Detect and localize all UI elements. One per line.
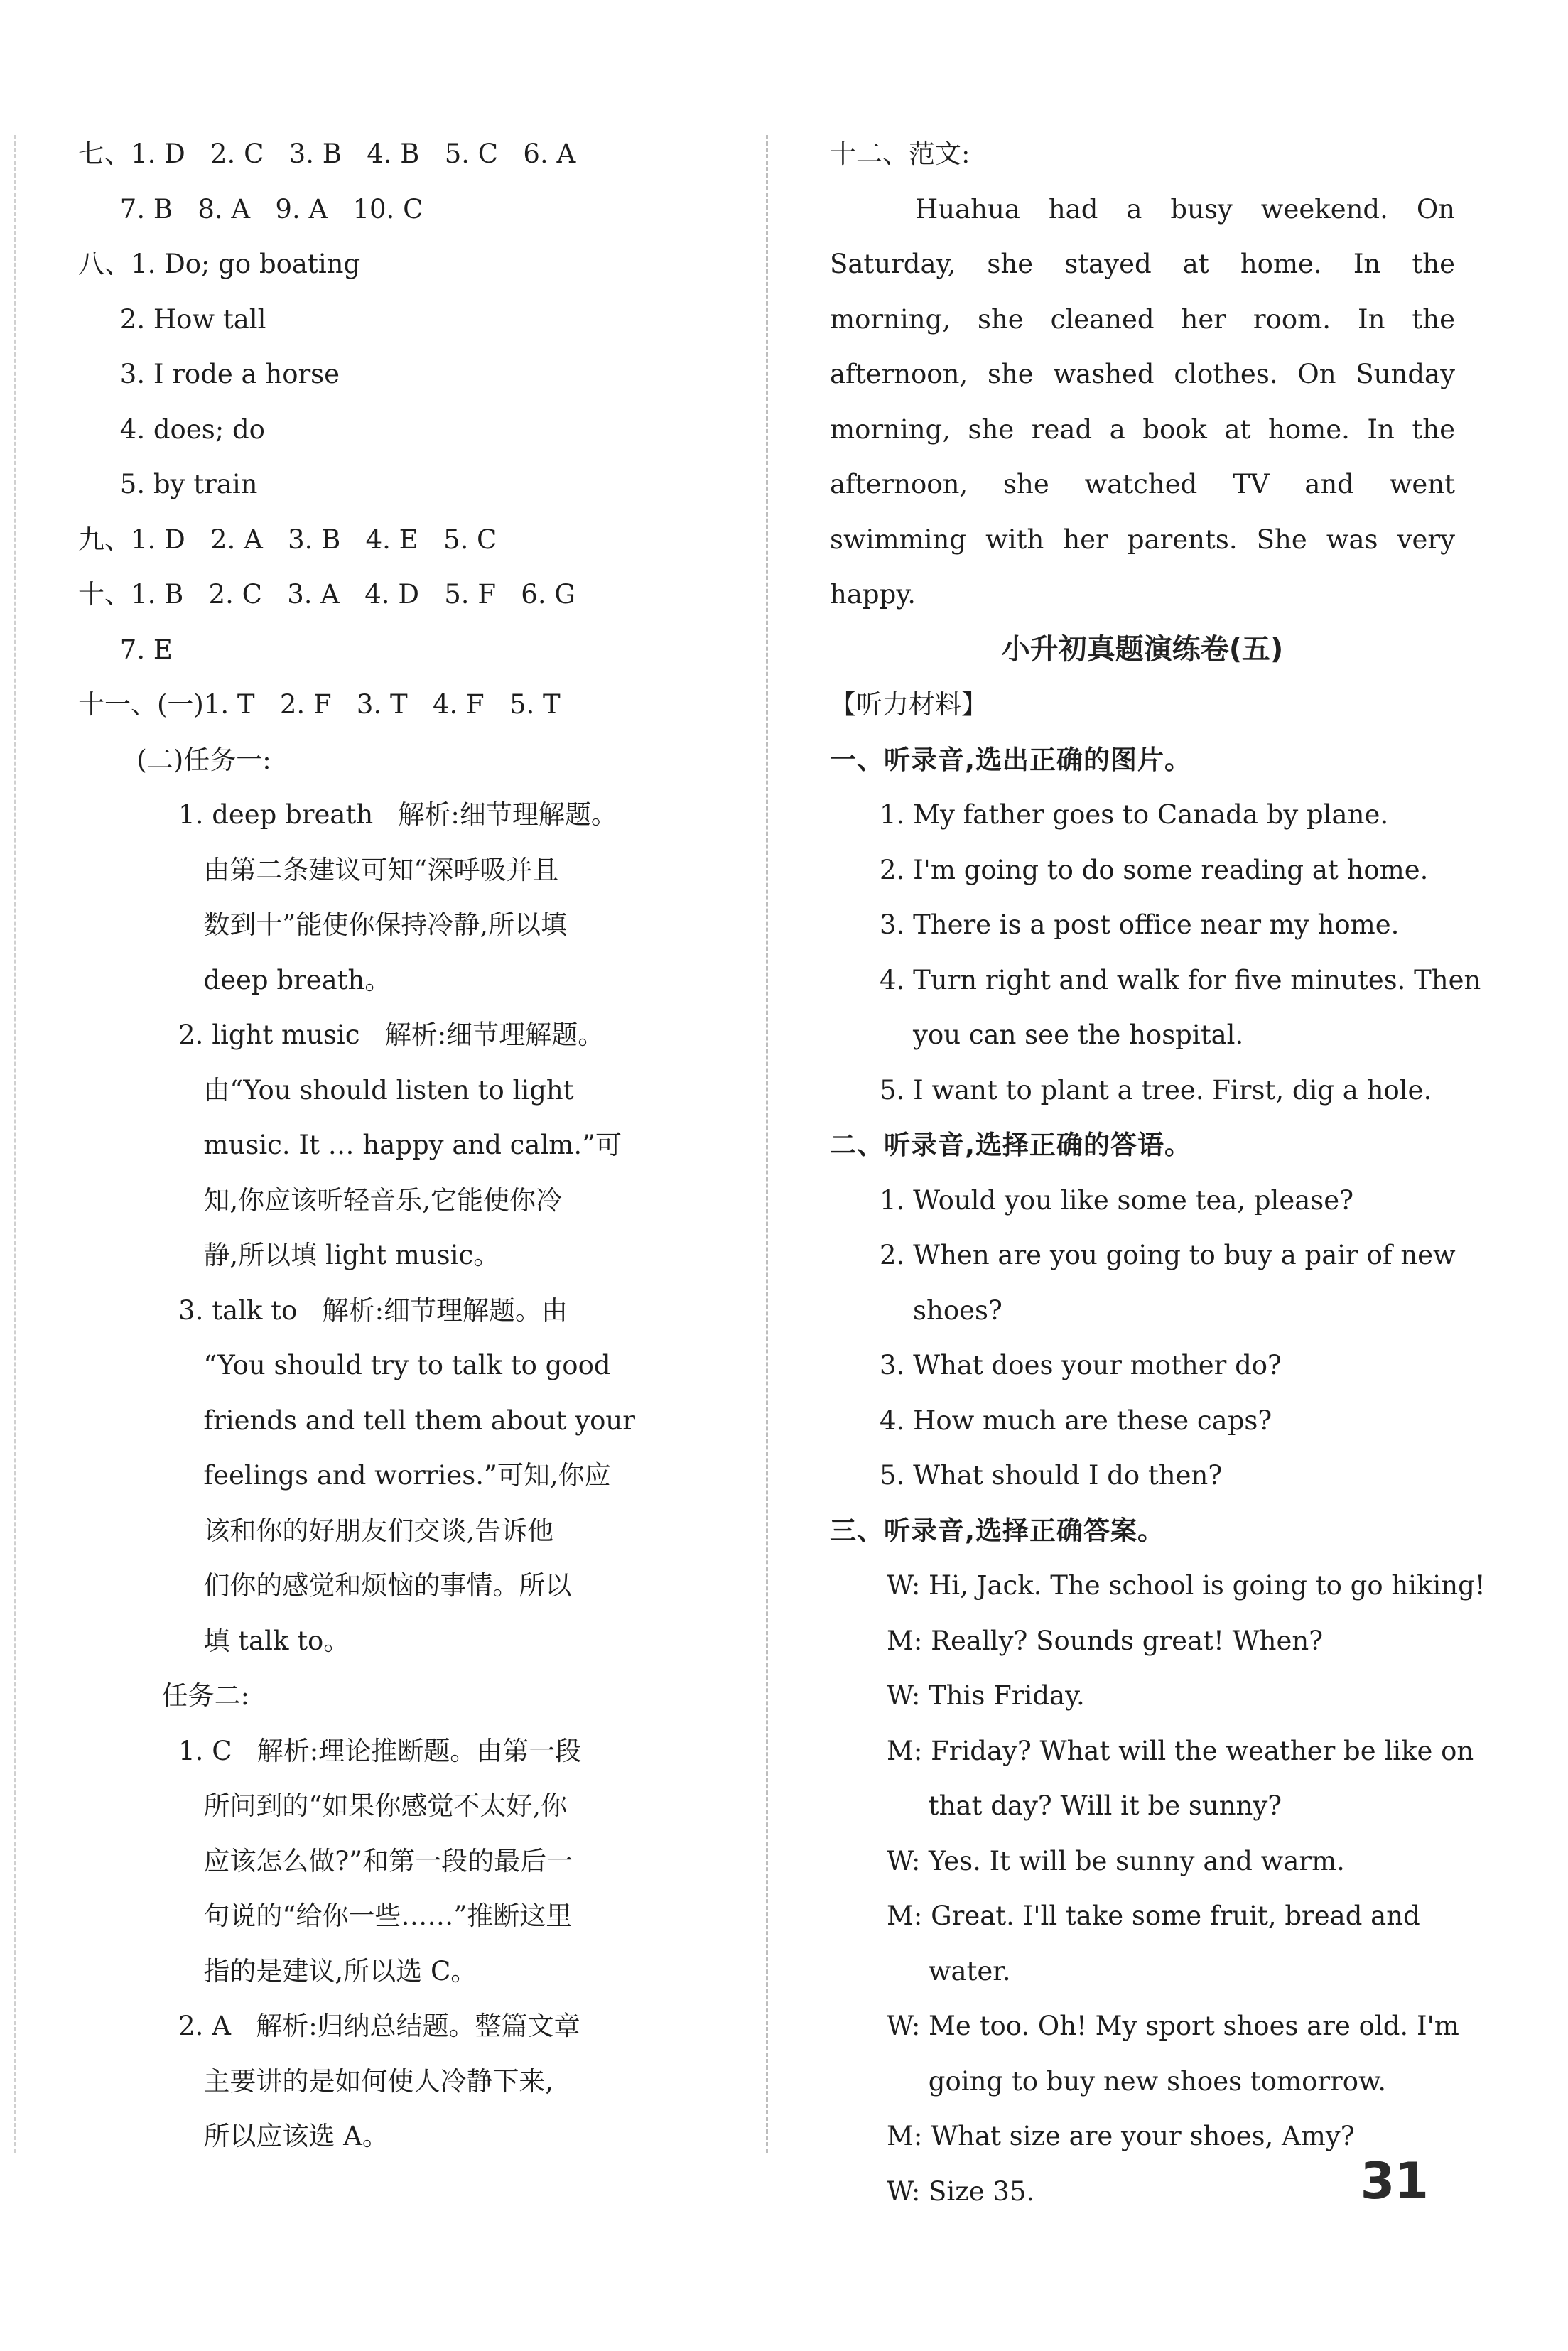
answer-line: 八、1. Do; go boating <box>78 249 361 279</box>
dialogue <box>830 1558 1486 2219</box>
right-column <box>830 126 1486 2219</box>
essay-line: afternoon, she watched TV and went <box>830 469 1455 499</box>
part1-items <box>830 787 1481 1118</box>
answer-line: 4. does; do <box>78 414 265 445</box>
dialogue-line: M: Great. I'll take some fruit, bread and <box>887 1901 1420 1931</box>
listening-item: 5. I want to plant a tree. First, dig a hole. <box>880 1074 1432 1106</box>
dialogue-line: W: Yes. It will be sunny and warm. <box>887 1845 1345 1876</box>
answer-line: 任务二: <box>78 1680 250 1711</box>
answer-line: friends and tell them about your <box>78 1405 635 1436</box>
page-number: 31 <box>1360 2152 1428 2210</box>
dialogue-line: water. <box>887 1955 1011 1987</box>
essay-heading: 十二、范文: <box>830 139 970 169</box>
essay-line: Huahua had a busy weekend. On <box>915 193 1455 225</box>
essay-line: happy. <box>830 579 917 610</box>
essay-line: Saturday, she stayed at home. In the <box>830 249 1455 279</box>
page-edge-dashes <box>14 135 16 2153</box>
answer-line: 十、1. B 2. C 3. A 4. D 5. F 6. G <box>78 579 575 610</box>
dialogue-line: M: Friday? What will the weather be like on <box>887 1735 1474 1766</box>
listening-item: shoes? <box>880 1295 1002 1326</box>
answer-line: 该和你的好朋友们交谈,告诉他 <box>78 1515 554 1546</box>
part2-heading: 二、听录音,选择正确的答语。 <box>830 1130 1192 1160</box>
dialogue-line: M: Really? Sounds great! When? <box>887 1625 1324 1656</box>
answer-line: 九、1. D 2. A 3. B 4. E 5. C <box>78 524 497 555</box>
answer-line: 2. light music 解析:细节理解题。 <box>78 1020 605 1050</box>
listening-label: 【听力材料】 <box>830 689 988 720</box>
dialogue-line: W: Size 35. <box>887 2176 1035 2207</box>
answer-line: 数到十”能使你保持冷静,所以填 <box>78 909 568 940</box>
section-title: 小升初真题演练卷(五) <box>1001 632 1284 666</box>
listening-item: 2. When are you going to buy a pair of new <box>880 1240 1456 1270</box>
listening-item: 2. I'm going to do some reading at home. <box>880 854 1429 885</box>
answer-line: 由第二条建议可知“深呼吸并且 <box>78 854 559 885</box>
answer-line: music. It … happy and calm.”可 <box>78 1130 622 1160</box>
answer-line: 句说的“给你一些……”推断这里 <box>78 1901 573 1931</box>
answer-line: 7. B 8. A 9. A 10. C <box>78 193 423 225</box>
answer-line: 知,你应该听轻音乐,它能使你冷 <box>78 1184 562 1216</box>
answer-line: 静,所以填 light music。 <box>78 1240 500 1270</box>
answer-line: 指的是建议,所以选 C。 <box>78 1955 477 1987</box>
model-essay <box>830 182 1455 622</box>
listening-item: 3. There is a post office near my home. <box>880 909 1400 940</box>
listening-item: 5. What should I do then? <box>880 1460 1223 1491</box>
essay-line: afternoon, she washed clothes. On Sunday <box>830 359 1455 389</box>
answer-line: 2. A 解析:归纳总结题。整篇文章 <box>78 2011 580 2041</box>
left-column <box>78 126 710 2164</box>
answer-line: 主要讲的是如何使人冷静下来, <box>78 2065 554 2097</box>
part1-heading: 一、听录音,选出正确的图片。 <box>830 744 1192 775</box>
answer-line: 由“You should listen to light <box>78 1074 574 1106</box>
answer-line: 3. I rode a horse <box>78 359 340 389</box>
answer-line: deep breath。 <box>78 964 391 995</box>
essay-line: morning, she read a book at home. In the <box>830 414 1455 445</box>
listening-item: you can see the hospital. <box>880 1020 1244 1050</box>
part2-items <box>830 1173 1455 1503</box>
dialogue-line: that day? Will it be sunny? <box>887 1790 1282 1821</box>
answer-line: 5. by train <box>78 469 258 499</box>
listening-item: 4. How much are these caps? <box>880 1405 1272 1436</box>
part3-heading: 三、听录音,选择正确答案。 <box>830 1515 1165 1546</box>
listening-item: 1. My father goes to Canada by plane. <box>880 799 1389 830</box>
dialogue-line: W: Hi, Jack. The school is going to go hiking! <box>887 1570 1486 1601</box>
answer-line: 填 talk to。 <box>78 1625 350 1656</box>
dialogue-line: M: What size are your shoes, Amy? <box>887 2121 1355 2151</box>
answer-line: 所以应该选 A。 <box>78 2121 389 2151</box>
answer-line: 应该怎么做?”和第一段的最后一 <box>78 1845 573 1876</box>
answer-line: (二)任务一: <box>78 744 271 775</box>
dialogue-line: going to buy new shoes tomorrow. <box>887 2065 1387 2097</box>
answer-line: feelings and worries.”可知,你应 <box>78 1460 611 1491</box>
listening-item: 1. Would you like some tea, please? <box>880 1184 1354 1216</box>
answer-line: 2. How tall <box>78 303 266 335</box>
answer-line: 所问到的“如果你感觉不太好,你 <box>78 1790 568 1821</box>
answer-line: 7. E <box>78 634 173 665</box>
answer-line: 十一、(一)1. T 2. F 3. T 4. F 5. T <box>78 689 561 720</box>
dialogue-line: W: This Friday. <box>887 1680 1085 1711</box>
answer-line: 们你的感觉和烦恼的事情。所以 <box>78 1570 572 1601</box>
answer-line: 3. talk to 解析:细节理解题。由 <box>78 1295 568 1326</box>
essay-line: swimming with her parents. She was very <box>830 524 1455 555</box>
answer-line: “You should try to talk to good <box>78 1350 611 1380</box>
answer-line: 七、1. D 2. C 3. B 4. B 5. C 6. A <box>78 139 576 169</box>
answer-line: 1. deep breath 解析:细节理解题。 <box>78 799 617 830</box>
answer-line: 1. C 解析:理论推断题。由第一段 <box>78 1735 582 1766</box>
column-divider <box>766 135 768 2153</box>
essay-line: morning, she cleaned her room. In the <box>830 303 1455 335</box>
dialogue-line: W: Me too. Oh! My sport shoes are old. I'm <box>887 2011 1459 2041</box>
listening-item: 4. Turn right and walk for five minutes. Then <box>880 964 1481 995</box>
listening-item: 3. What does your mother do? <box>880 1350 1282 1380</box>
